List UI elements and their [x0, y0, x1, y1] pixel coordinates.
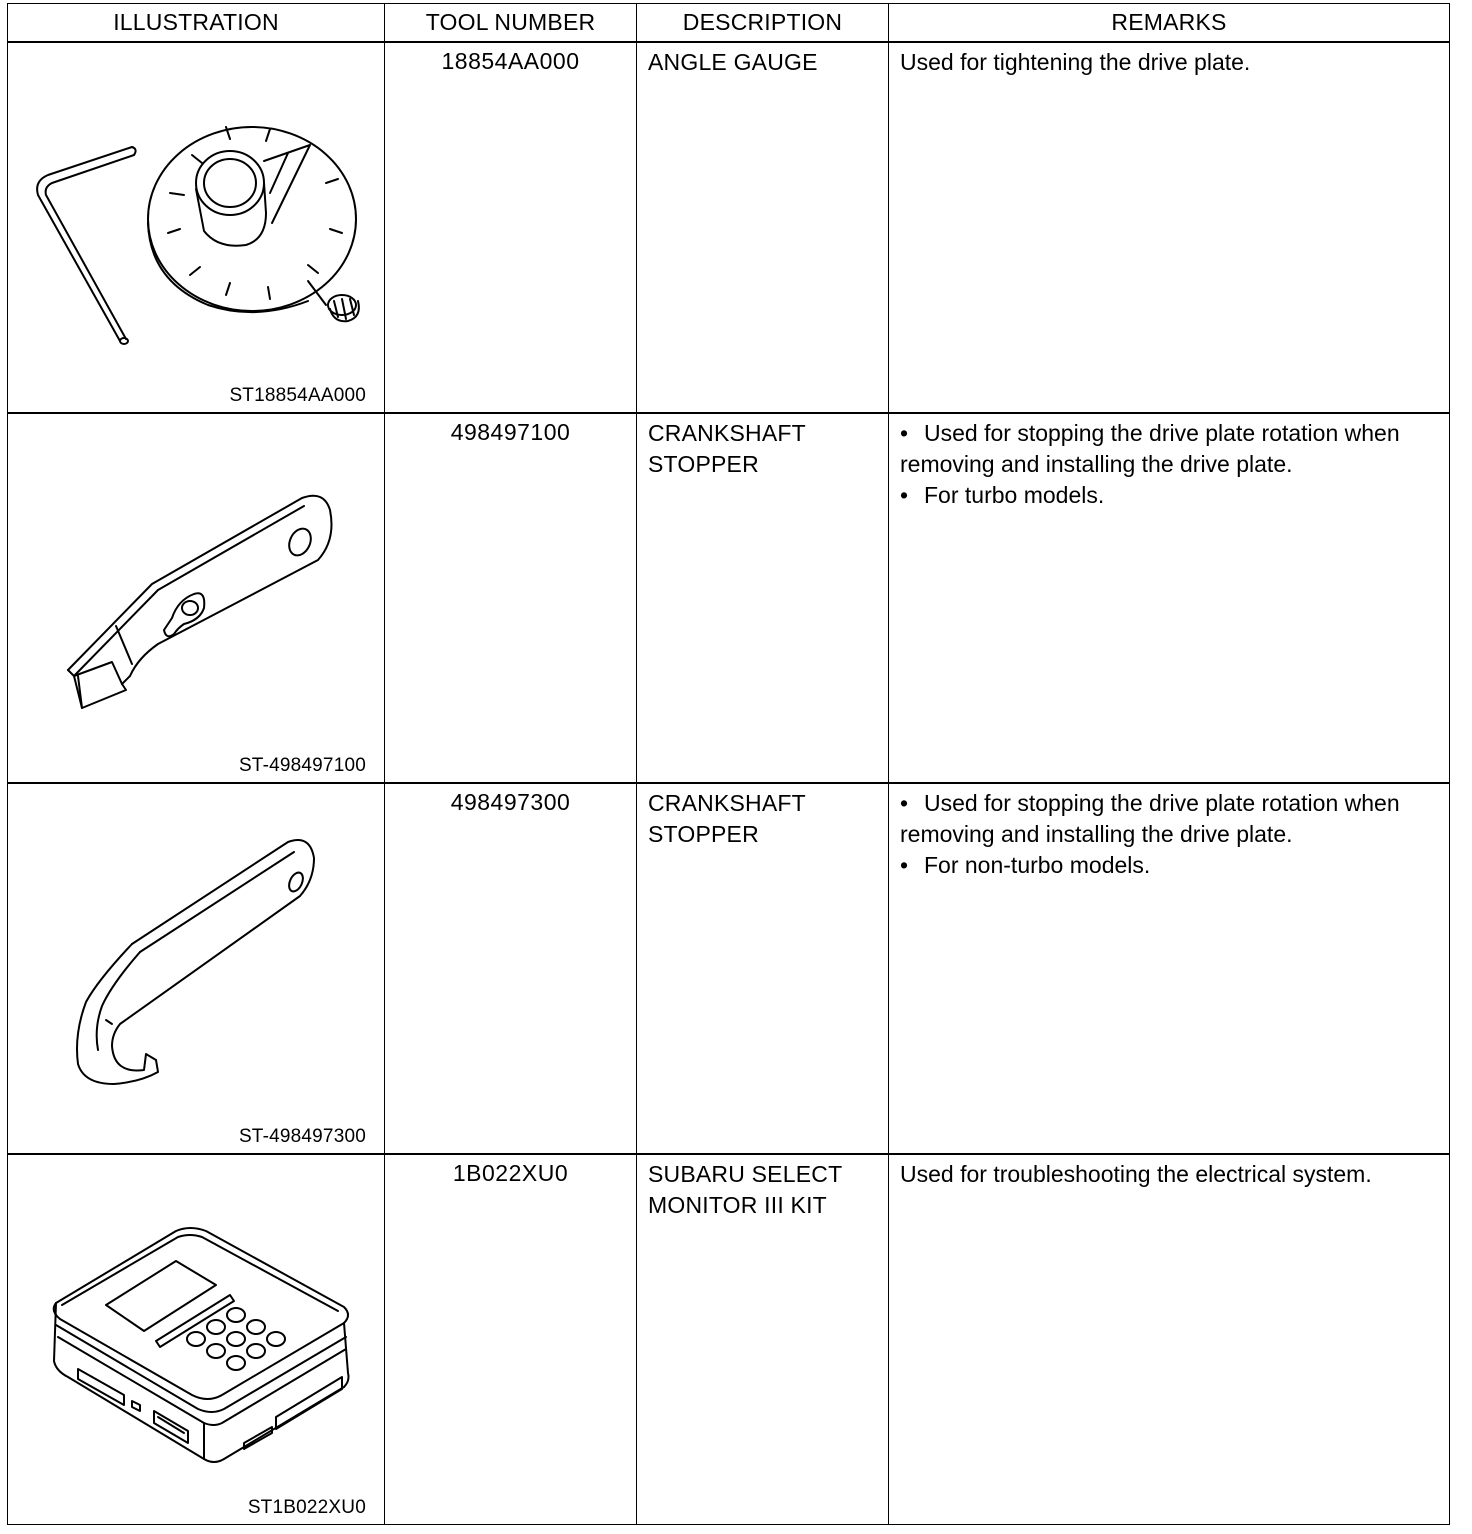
- description-cell: [637, 42, 889, 413]
- table-row: [8, 413, 1450, 784]
- bullet-icon: •: [900, 852, 909, 879]
- description-line: STOPPER: [648, 450, 759, 477]
- illustration-cell: [8, 413, 385, 784]
- remarks-bullet-text: For turbo models.: [924, 481, 1105, 508]
- angle-gauge-icon: [8, 43, 385, 403]
- header-description: DESCRIPTION: [637, 4, 889, 43]
- header-illustration: ILLUSTRATION: [8, 4, 385, 43]
- bullet-icon: •: [900, 481, 909, 508]
- illustration-code: ST-498497300: [238, 1125, 366, 1147]
- description-line: SUBARU SELECT: [648, 1160, 843, 1187]
- illustration-cell: [8, 1154, 385, 1525]
- remarks-bullet-text: Used for stopping the drive plate rotation when removing and installing the drive plate.: [900, 790, 1400, 848]
- remarks-bullet-text: Used for stopping the drive plate rotation when removing and installing the drive plate.: [900, 419, 1400, 477]
- remarks-text: Used for tightening the drive plate.: [900, 49, 1251, 75]
- remarks-bullet: [900, 418, 1439, 480]
- header-tool-number: TOOL NUMBER: [385, 4, 637, 43]
- bullet-icon: •: [900, 419, 909, 446]
- header-remarks: REMARKS: [889, 4, 1450, 43]
- remarks-bullet: [900, 480, 1439, 511]
- tool-number-cell: 498497300: [385, 783, 637, 1154]
- table-header-row: [8, 4, 1450, 43]
- remarks-bullet: [900, 788, 1439, 850]
- crankshaft-stopper-hook-icon: [8, 784, 385, 1144]
- remarks-text: Used for troubleshooting the electrical system.: [900, 1160, 1372, 1187]
- select-monitor-icon: [8, 1155, 385, 1515]
- tool-number-cell: 1B022XU0: [385, 1154, 637, 1525]
- tool-number-cell: 18854AA000: [385, 42, 637, 413]
- description-line: MONITOR III KIT: [648, 1191, 827, 1218]
- illustration-code: ST18854AA000: [229, 384, 366, 406]
- table-row: [8, 42, 1450, 413]
- illustration-code: ST1B022XU0: [247, 1497, 366, 1518]
- special-tools-table: [7, 3, 1450, 1525]
- remarks-bullet: [900, 850, 1439, 881]
- remarks-cell: [889, 42, 1450, 413]
- description-cell: [637, 783, 889, 1154]
- description-line: CRANKSHAFT: [648, 790, 806, 817]
- bullet-icon: •: [900, 790, 909, 817]
- table-row: [8, 783, 1450, 1154]
- remarks-bullet-text: For non-turbo models.: [924, 852, 1151, 879]
- description-cell: [637, 1154, 889, 1525]
- remarks-cell: [889, 783, 1450, 1154]
- table-row: [8, 1154, 1450, 1525]
- illustration-code: ST-498497100: [238, 755, 366, 777]
- illustration-cell: [8, 783, 385, 1154]
- description-line: CRANKSHAFT: [648, 419, 806, 446]
- description-line: ANGLE GAUGE: [648, 49, 818, 75]
- tool-number-cell: 498497100: [385, 413, 637, 784]
- remarks-bullet-list: [900, 788, 1439, 881]
- remarks-cell: [889, 413, 1450, 784]
- description-line: STOPPER: [648, 821, 759, 848]
- remarks-cell: [889, 1154, 1450, 1525]
- description-cell: [637, 413, 889, 784]
- illustration-cell: [8, 42, 385, 413]
- remarks-bullet-list: [900, 418, 1439, 511]
- crankshaft-stopper-icon: [8, 414, 385, 774]
